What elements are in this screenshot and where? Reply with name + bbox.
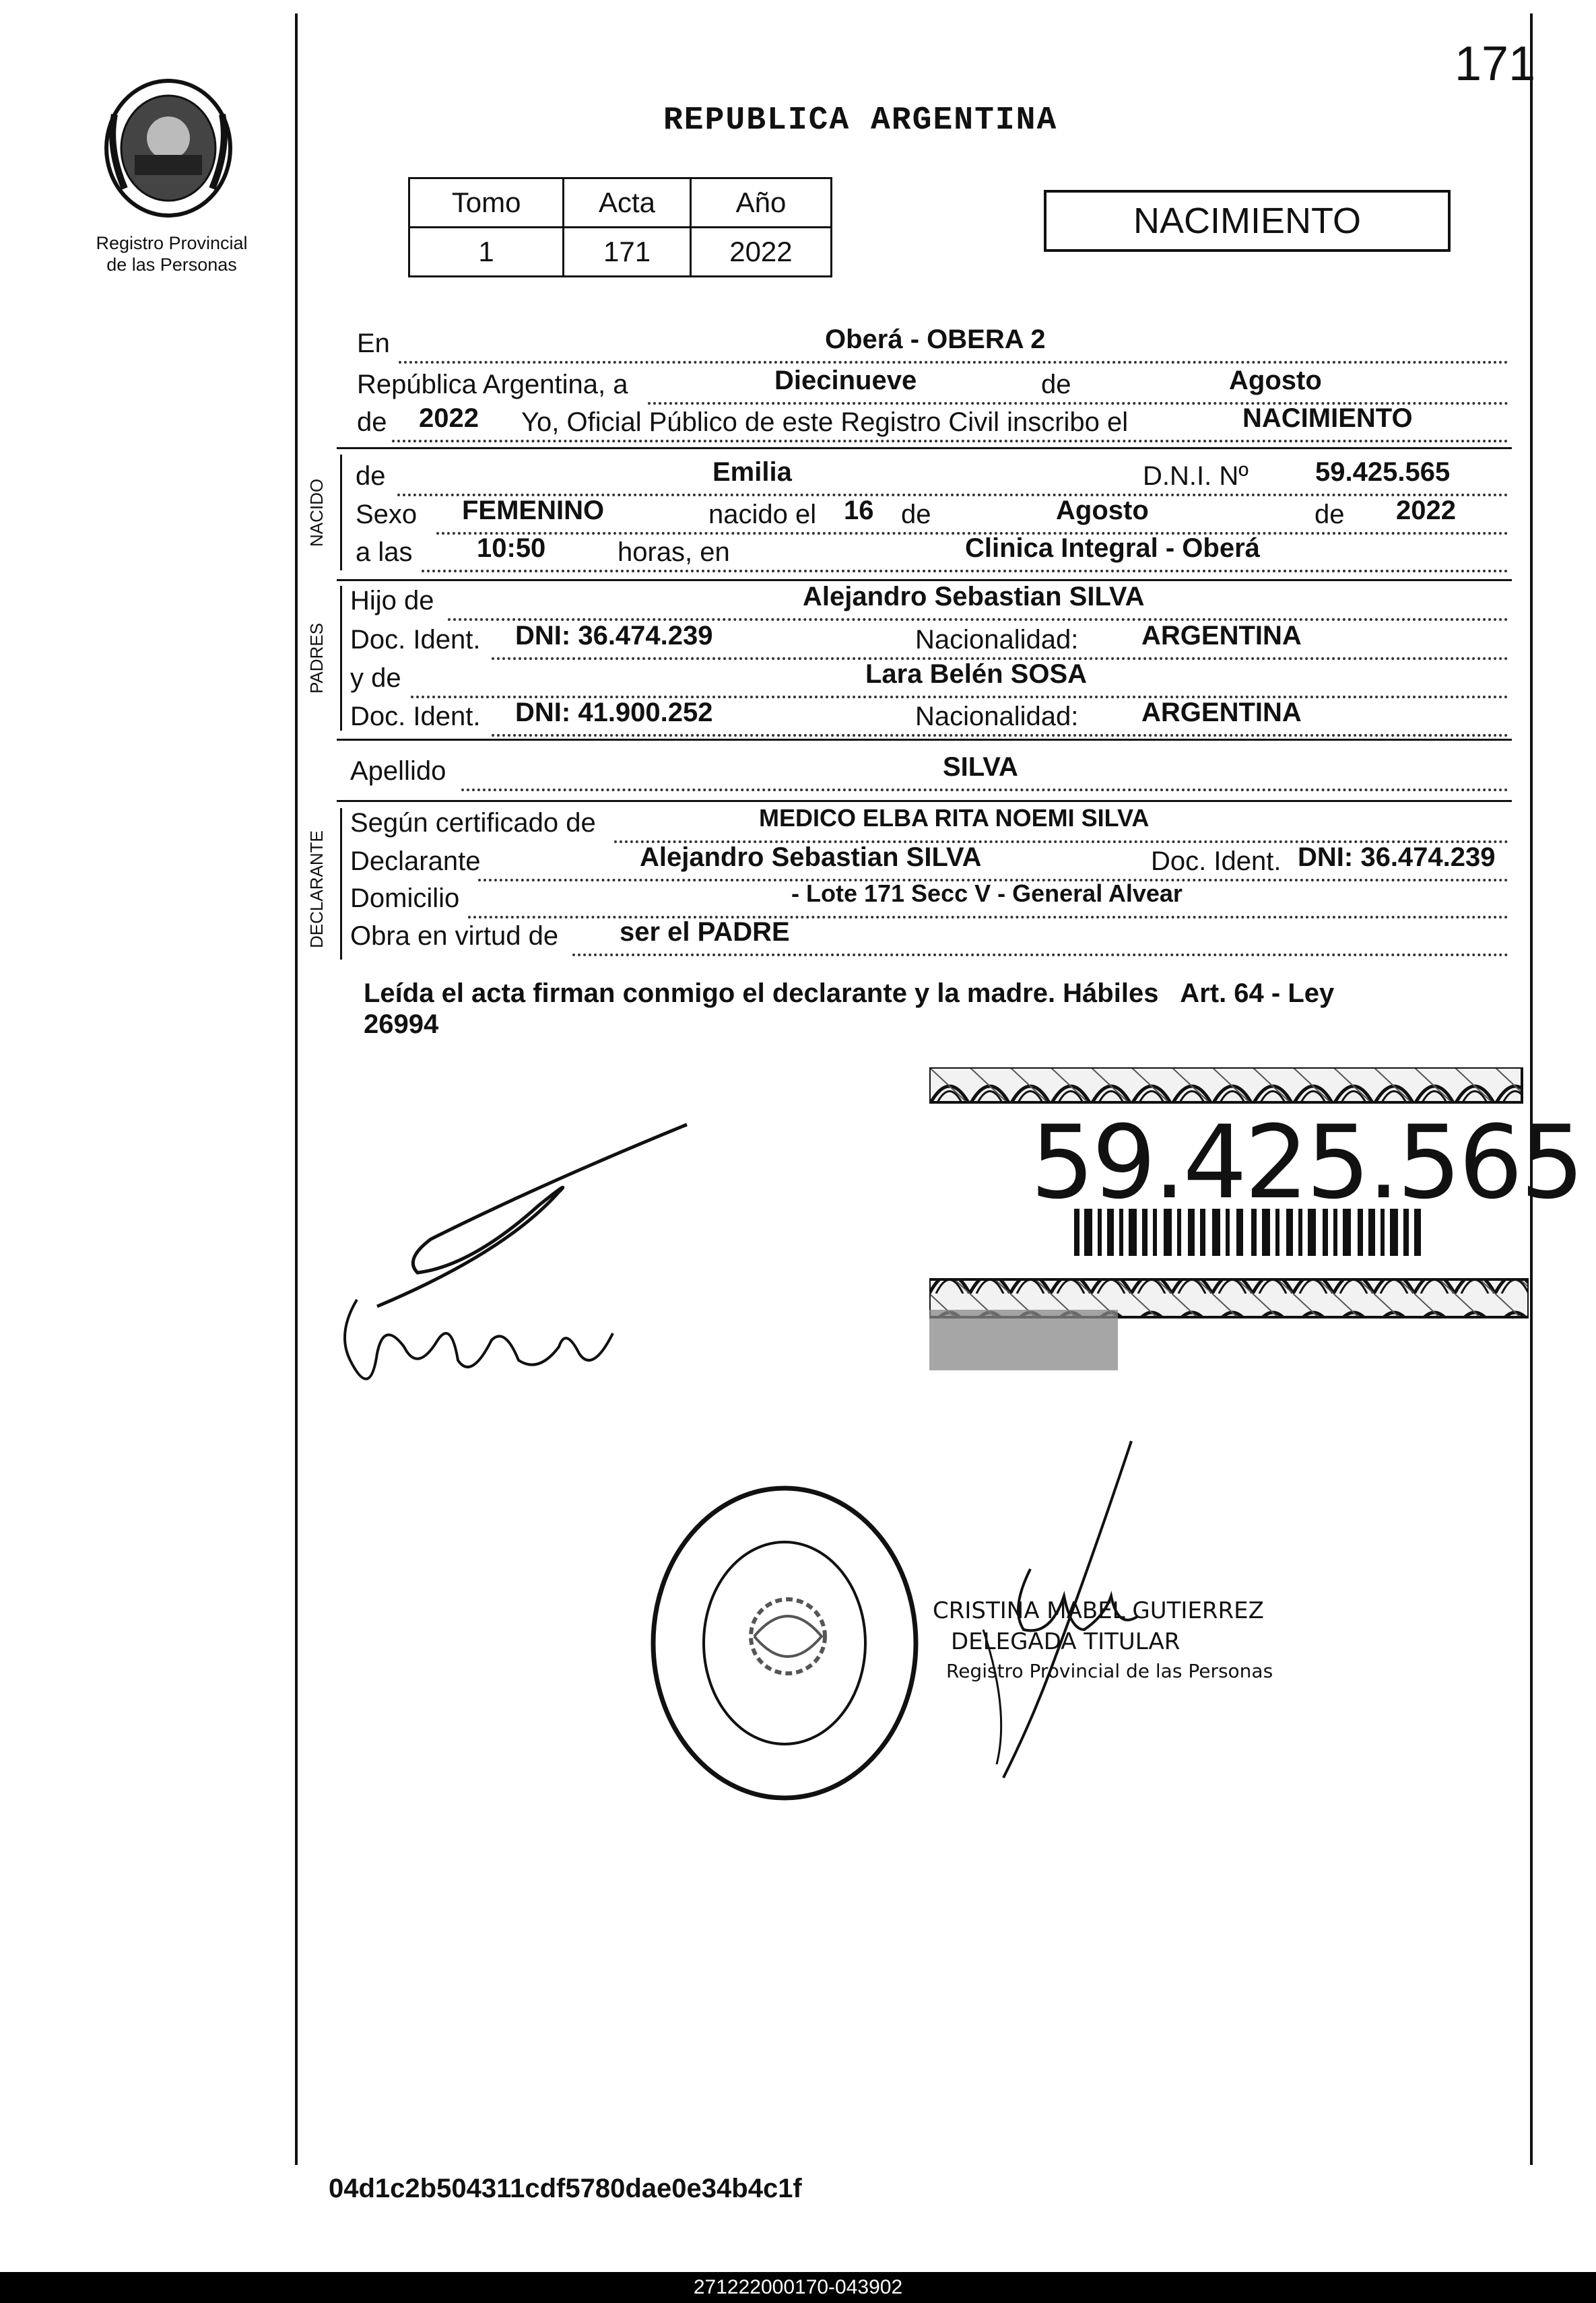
document-hash: 04d1c2b504311cdf5780dae0e34b4c1f (329, 2174, 802, 2203)
mother-nac-label: Nacionalidad: (912, 702, 1081, 732)
row-nacido-time (356, 533, 1508, 578)
apellido-value: SILVA (943, 752, 1018, 782)
province-seal-logo (94, 74, 242, 222)
father-name: Alejandro Sebastian SILVA (803, 582, 1145, 611)
sexo-label: Sexo (356, 500, 418, 529)
father-doc-label: Doc. Ident. (350, 625, 481, 655)
date-day: Diecinueve (774, 366, 917, 395)
place-label: En (357, 329, 390, 358)
logo-caption-line1: Registro Provincial (96, 233, 248, 253)
stamp-name: CRISTINA MABEL GUTIERREZ (933, 1597, 1264, 1624)
section-label-padres: PADRES (306, 623, 327, 694)
closing-text-line1: Leída el acta firman conmigo el declarante y la madre. Hábiles Art. 64 - Ley (364, 978, 1335, 1008)
section-rule (337, 800, 1512, 802)
year-de-label: de (357, 407, 387, 437)
row-year (357, 403, 1508, 448)
section-bracket (340, 586, 342, 731)
nacido-de-label: de (356, 461, 386, 491)
register-table-header (409, 178, 832, 228)
cert-label: Según certificado de (350, 808, 596, 838)
obra-label: Obra en virtud de (350, 921, 559, 951)
value-acta: 171 (564, 228, 691, 277)
header-acta: Acta (564, 178, 691, 228)
dni-label: D.N.I. Nº (1140, 461, 1251, 492)
section-bracket (340, 808, 342, 960)
document-title: REPUBLICA ARGENTINA (663, 102, 1058, 139)
y-de-label: y de (350, 663, 401, 693)
header-tomo: Tomo (409, 178, 564, 228)
record-type-box: NACIMIENTO (1044, 190, 1451, 252)
value-tomo: 1 (409, 228, 564, 277)
nacido-el-label: nacido el (706, 500, 819, 530)
left-border-line (295, 13, 298, 2165)
birth-place: Clinica Integral - Oberá (965, 533, 1260, 563)
date-label: República Argentina, a (357, 370, 628, 399)
row-father (350, 582, 1508, 626)
dotted-line (399, 361, 1508, 364)
year-text: Yo, Oficial Público de este Registro Civil inscribo el (519, 407, 1131, 438)
birth-de-label: de (898, 500, 934, 530)
father-dni: DNI: 36.474.239 (515, 621, 713, 650)
dotted-line (392, 440, 1508, 442)
dotted-line (422, 570, 1508, 572)
birth-year: 2022 (1396, 496, 1456, 525)
declarante-doc-label: Doc. Ident. (1148, 846, 1284, 877)
dotted-line (492, 734, 1508, 737)
birth-de-label2: de (1312, 500, 1348, 530)
closing-text-line2: 26994 (364, 1009, 439, 1039)
stamp-seal-icon (646, 1475, 929, 1811)
closing-text (364, 978, 1482, 1040)
value-anio: 2022 (690, 228, 831, 277)
footer-code-bar (0, 2272, 1596, 2303)
dotted-line (461, 789, 1508, 791)
hijo-de-label: Hijo de (350, 586, 434, 615)
page-number: 171 (1455, 37, 1536, 91)
row-place (357, 325, 1508, 369)
declarante-name: Alejandro Sebastian SILVA (640, 842, 982, 872)
section-label-declarante: DECLARANTE (306, 830, 327, 948)
stamp-role: DELEGADA TITULAR (951, 1628, 1181, 1655)
cert-value: MEDICO ELBA RITA NOEMI SILVA (759, 804, 1150, 832)
section-rule (337, 579, 1512, 581)
a-las-label: a las (356, 537, 413, 567)
birth-month: Agosto (1056, 496, 1149, 525)
apellido-label: Apellido (350, 756, 446, 786)
logo-caption-line2: de las Personas (106, 255, 237, 275)
father-nationality: ARGENTINA (1141, 621, 1302, 650)
domicilio-value: - Lote 171 Secc V - General Alvear (791, 879, 1183, 907)
declarante-dni: DNI: 36.474.239 (1298, 842, 1496, 872)
sticker-number: 59.425.565 (1030, 1104, 1582, 1222)
section-rule (337, 739, 1512, 741)
declarante-label: Declarante (350, 846, 481, 876)
row-domicilio (350, 879, 1508, 924)
register-table (408, 177, 832, 277)
father-nac-label: Nacionalidad: (912, 625, 1081, 655)
horas-label: horas, en (615, 537, 733, 568)
section-bracket (340, 455, 342, 570)
mother-dni: DNI: 41.900.252 (515, 698, 713, 727)
seal-emblem-icon (94, 74, 242, 222)
child-dni: 59.425.565 (1315, 457, 1451, 487)
child-name: Emilia (712, 457, 792, 487)
security-sticker (929, 1067, 1582, 1391)
right-border-line (1530, 13, 1533, 2165)
domicilio-label: Domicilio (350, 883, 460, 913)
date-month: Agosto (1229, 366, 1322, 395)
section-rule (337, 447, 1512, 449)
dotted-line (572, 954, 1508, 956)
stamp-org: Registro Provincial de las Personas (946, 1660, 1273, 1682)
row-apellido (350, 752, 1508, 797)
place-value: Oberá - OBERA 2 (825, 325, 1046, 354)
logo-caption (74, 232, 269, 275)
inscription-type: NACIMIENTO (1242, 403, 1413, 433)
child-sex: FEMENINO (462, 496, 605, 525)
mother-nationality: ARGENTINA (1141, 698, 1302, 727)
obra-value: ser el PADRE (620, 917, 790, 947)
row-mother-doc (350, 698, 1508, 742)
row-obra (350, 917, 1508, 962)
birth-day: 16 (844, 496, 874, 525)
header-anio: Año (690, 178, 831, 228)
birth-time: 10:50 (477, 533, 546, 563)
signature-scribble-left (337, 1104, 808, 1428)
mother-doc-label: Doc. Ident. (350, 702, 481, 731)
official-round-stamp (646, 1475, 929, 1811)
register-table-row (409, 228, 832, 277)
section-label-nacido: NACIDO (306, 478, 327, 547)
year-value: 2022 (419, 403, 479, 433)
date-de-label: de (1038, 370, 1074, 400)
footer-code: 271222000170-043902 (693, 2276, 903, 2298)
mother-name: Lara Belén SOSA (865, 659, 1088, 689)
